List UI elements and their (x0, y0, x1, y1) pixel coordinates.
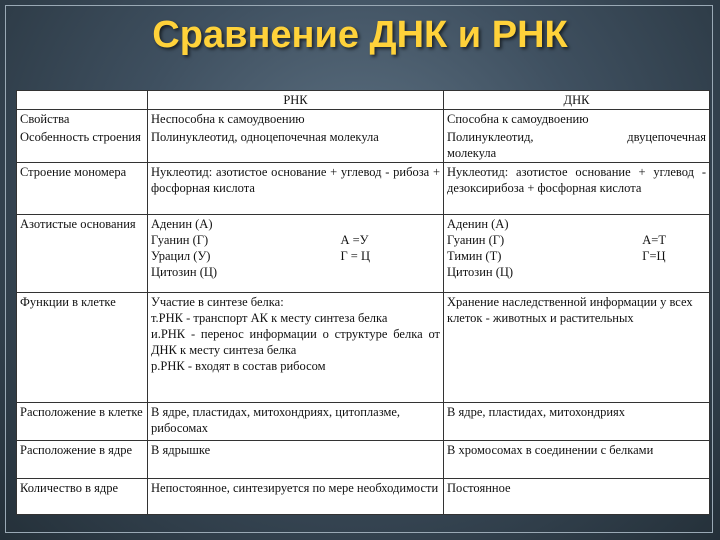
base-pair: А =У (340, 233, 369, 247)
cell-rnk: В ядрышке (148, 441, 444, 479)
cell-dnk: Хранение наследственной информации у всех клеток - животных и растительных (444, 293, 710, 403)
base-pair: Г=Ц (642, 249, 666, 263)
header-dnk: ДНК (444, 91, 710, 110)
base-item: Урацил (У) (151, 249, 211, 263)
header-row (17, 91, 710, 110)
row-label: Расположение в ядре (17, 441, 148, 479)
row-label: Количество в ядре (17, 479, 148, 515)
row-label: Строение мономера (17, 163, 148, 215)
base-item: Гуанин (Г) (447, 233, 505, 247)
header-rnk: РНК (148, 91, 444, 110)
base-item: Аденин (А) (447, 217, 509, 231)
cell-rnk: Нуклеотид: азотистое основание + углевод - рибоза + фосфорная кислота (148, 163, 444, 215)
base-item: Тимин (Т) (447, 249, 502, 263)
table-row (17, 163, 710, 215)
cell-dnk-part: Полинуклеотид, (447, 130, 534, 144)
row-label: Расположение в клетке (17, 403, 148, 441)
base-pair: А=Т (642, 233, 666, 247)
function-line: р.РНК - входят в состав рибосом (151, 359, 326, 373)
cell-dnk: Постоянное (444, 479, 710, 515)
cell-dnk-part: молекула (447, 146, 497, 160)
row-label: Функции в клетке (17, 293, 148, 403)
row-label: Свойства (17, 110, 148, 129)
base-item: Цитозин (Ц) (447, 265, 514, 279)
row-label: Особенность строения (17, 128, 148, 163)
cell-rnk: В ядре, пластидах, митохондриях, цитоплазме, рибосомах (148, 403, 444, 441)
table-row (17, 110, 710, 129)
cell-dnk: В ядре, пластидах, митохондриях (444, 403, 710, 441)
function-line: и.РНК - перенос информации о структуре белка от ДНК к месту синтеза белка (151, 327, 440, 357)
cell-dnk (444, 128, 710, 163)
base-item: Цитозин (Ц) (151, 265, 218, 279)
table-row (17, 441, 710, 479)
table-row (17, 215, 710, 293)
slide-title: Сравнение ДНК и РНК (152, 14, 568, 56)
table-row (17, 293, 710, 403)
function-line: Участие в синтезе белка: (151, 295, 284, 309)
base-pair: Г = Ц (340, 249, 370, 263)
cell-rnk: Полинуклеотид, одноцепочечная молекула (148, 128, 444, 163)
header-empty (17, 91, 148, 110)
base-item: Аденин (А) (151, 217, 213, 231)
cell-dnk (444, 215, 710, 293)
cell-dnk: В хромосомах в соединении с белками (444, 441, 710, 479)
comparison-table (16, 90, 710, 515)
table-row (17, 128, 710, 163)
table-row (17, 403, 710, 441)
table-row (17, 479, 710, 515)
cell-rnk (148, 293, 444, 403)
base-item: Гуанин (Г) (151, 233, 209, 247)
cell-rnk: Непостоянное, синтезируется по мере необходимости (148, 479, 444, 515)
cell-rnk (148, 215, 444, 293)
cell-dnk-part: двуцепочечная (627, 130, 706, 144)
cell-dnk: Нуклеотид: азотистое основание + углевод - дезоксирибоза + фосфорная кислота (444, 163, 710, 215)
cell-rnk: Неспособна к самоудвоению (148, 110, 444, 129)
row-label: Азотистые основания (17, 215, 148, 293)
cell-dnk: Способна к самоудвоению (444, 110, 710, 129)
function-line: т.РНК - транспорт АК к месту синтеза белка (151, 311, 388, 325)
